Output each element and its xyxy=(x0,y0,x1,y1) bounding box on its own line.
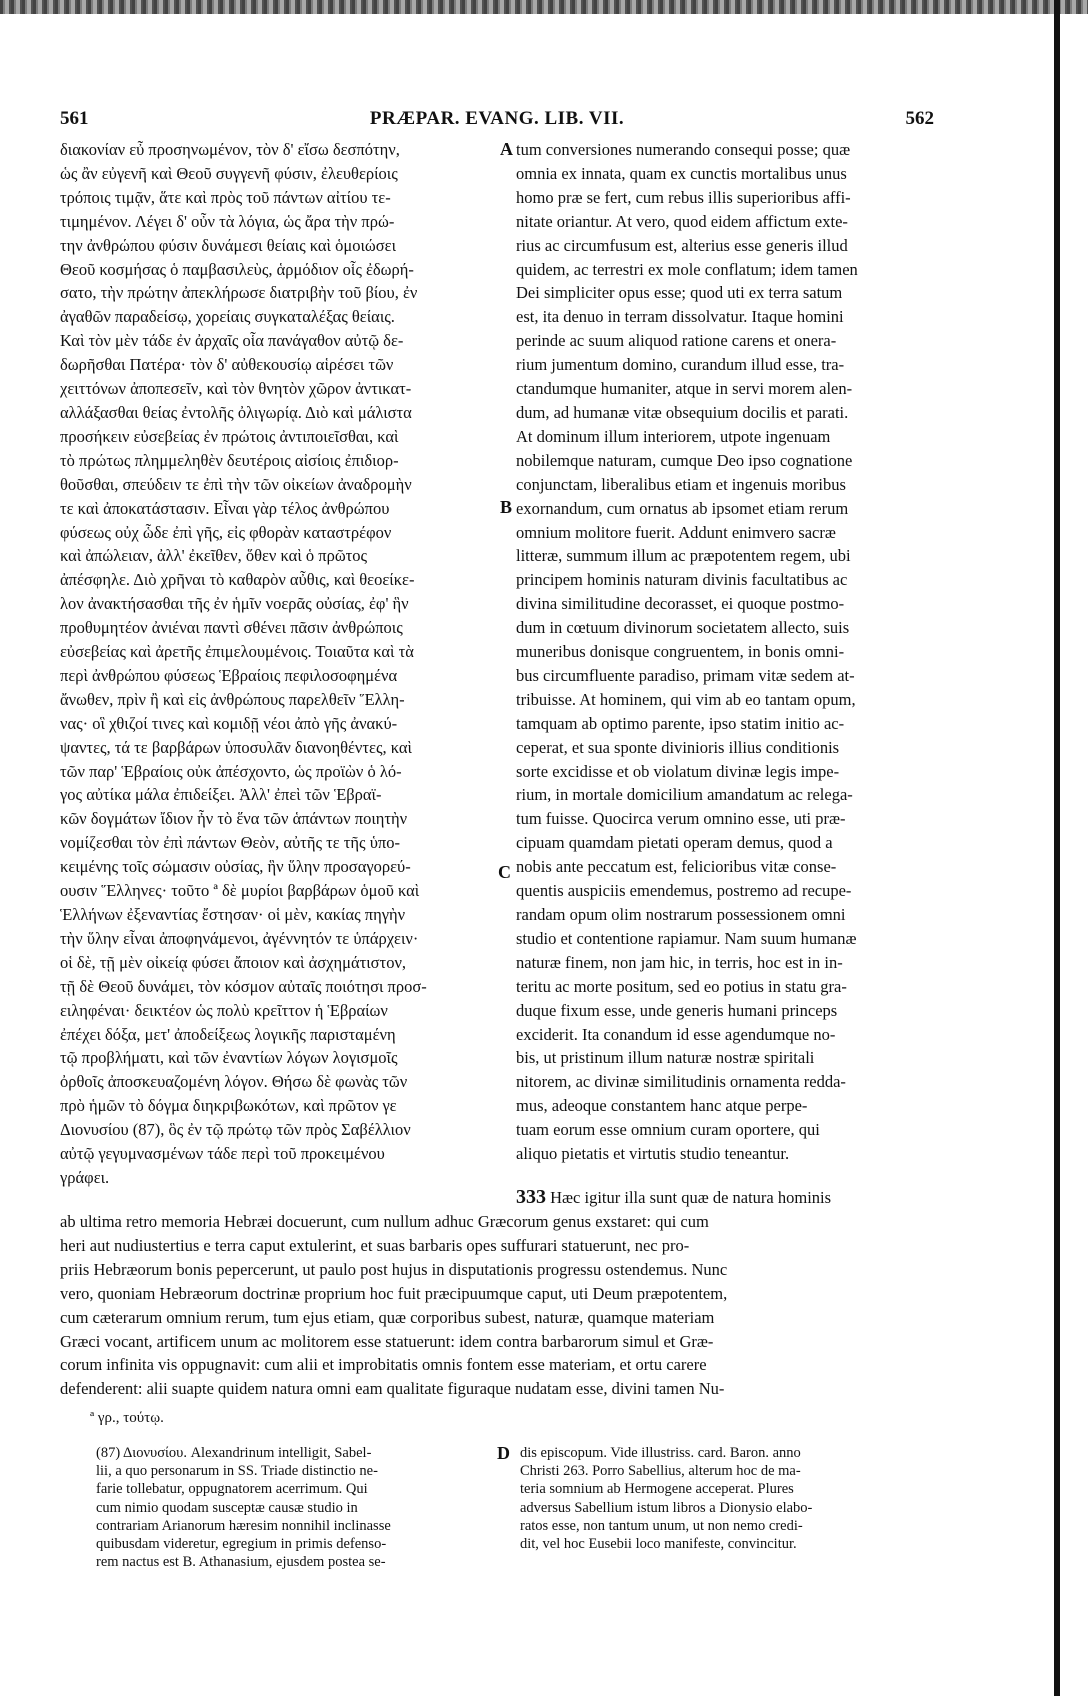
latin-text-line: bus circumfluente paradiso, primam vitæ sedem at- xyxy=(516,665,855,685)
latin-text-line: homo præ se fert, cum rebus illis superioribus affi- xyxy=(516,187,851,207)
latin-text-line: quentis auspiciis emendemus, postremo ad recupe- xyxy=(516,881,852,901)
latin-text-line: aliquo pietatis et virtutis studio teneantur. xyxy=(516,1144,790,1164)
greek-text-line: εὐσεβείας καὶ ἀρετῆς ἐπιμελουμένοις. Τοιαῦτα καὶ τὰ xyxy=(60,642,414,662)
greek-text-line: τῷ προβλήματι, καὶ τῶν ἐναντίων λόγων λογισμοῖς xyxy=(60,1048,398,1068)
full-width-text-line: ab ultima retro memoria Hebræi docuerunt, cum nullum adhuc Græcorum genus exstaret: qui cum xyxy=(60,1212,709,1231)
latin-text-line: bis, ut pristinum illum naturæ nostræ spiritali xyxy=(516,1048,815,1068)
greek-text-line: θοῦσθαι, σπεύδειν τε ἐπὶ τὴν τῶν οἰκείων ἀναδρομὴν xyxy=(60,474,412,494)
greek-text-line: τιμημένον. Λέγει δ' οὖν τὰ λόγια, ὡς ἄρα τὴν πρώ- xyxy=(60,211,395,231)
footnote-line: farie tollebatur, oppugnatorem acerrimum. Qui xyxy=(96,1481,368,1498)
full-width-text-line: defenderent: alii suapte quidem natura omni eam qualitate figuraque nudatam esse, divini tamen Nu- xyxy=(60,1379,725,1399)
latin-text-line: Dei simpliciter opus esse; quod uti ex terra satum xyxy=(516,283,843,303)
latin-text-line: perinde ac suum aliquod ratione carens et onera- xyxy=(516,331,837,351)
latin-text-line: rium jumentum domino, curandum illud esse, tra- xyxy=(516,355,845,375)
scan-right-edge xyxy=(1054,0,1060,1696)
latin-text-line: litteræ, summum illum ac præpotentem regem, ubi xyxy=(516,546,851,566)
greek-text-line: ὀρθοῖς ἀποσκευαζομένη λόγον. Θήσω δὲ φωνὰς τῶν xyxy=(60,1072,408,1092)
greek-text-line: κῶν δογμάτων ἴδιον ἦν τὸ ἕνα τῶν ἁπάντων ποιητὴν xyxy=(60,809,408,829)
greek-text-line: κειμένης τοῖς σώμασιν οὐσίας, ἣν ὕλην προσαγορεύ- xyxy=(60,857,411,877)
latin-text-line: cipuam quamdam pietati operam demus, quod a xyxy=(516,833,833,853)
footnote-line: dit, vel hoc Eusebii loco manifeste, convincitur. xyxy=(520,1536,797,1553)
latin-text-line: studio et contentione rapiamur. Nam suum humanæ xyxy=(516,928,857,948)
footnote-line: ratos esse, non tantum unum, ut non nemo credi- xyxy=(520,1517,803,1534)
footnote-line: contrariam Arianorum hæresim nonnihil inclinasse xyxy=(96,1517,391,1534)
full-width-text-line: cum cæterarum omnium rerum, tum ejus etiam, quæ corporibus subest, naturæ, quamque materiam xyxy=(60,1307,715,1327)
greek-text-line: Διονυσίου (87), ὃς ἐν τῷ πρώτῳ τῶν πρὸς Σαβέλλιον xyxy=(60,1120,411,1140)
greek-text-line: οἱ δὲ, τῇ μὲν οἰκείᾳ φύσει ἄποιον καὶ ἀσχημάτιστον, xyxy=(60,952,407,972)
footnote-line: Christi 263. Porro Sabellius, alterum hoc de ma- xyxy=(520,1463,801,1480)
latin-text-line: dum, ad humanæ vitæ obsequium docilis et parati. xyxy=(516,402,849,422)
full-width-text-line: Græci vocant, artificem unum ac molitorem esse statuerunt: idem contra barbarorum simul et Græ- xyxy=(60,1331,714,1351)
latin-text-line: duque fixum esse, unde generis humani princeps xyxy=(516,1000,838,1020)
latin-text-line: dum in cœtuum divinorum societatem allecto, suis xyxy=(516,618,850,638)
footnote-left-column xyxy=(96,1444,494,1571)
greek-column xyxy=(60,138,498,1190)
footnote-right-column xyxy=(520,1444,940,1553)
greek-text-line: σατο, τὴν πρώτην ἀπεκλήρωσε διατριβὴν τοῦ βίου, ἐν xyxy=(60,283,418,303)
latin-column xyxy=(516,138,936,1166)
latin-text-line: randam opum olim nostrarum possessionem omni xyxy=(516,905,846,924)
greek-text-line: τὴν ὕλην εἶναι ἀποφηνάμενοι, ἀγέννητόν τε ὑπάρχειν· xyxy=(60,928,419,948)
greek-text-line: πρὸ ἡμῶν τὸ δόγμα διηκριβωκότων, καὶ πρῶτον γε xyxy=(60,1096,397,1116)
latin-text-line: tum conversiones numerando consequi posse; quæ xyxy=(516,140,851,159)
footnote-line: (87) Διονυσίου. Alexandrinum intelligit, Sabel- xyxy=(96,1445,372,1461)
latin-text-line: ceperat, et sua sponte divinioris illius conditionis xyxy=(516,737,840,757)
latin-text-line: teritu ac morte positum, sed eo potius in statu gra- xyxy=(516,976,847,996)
greek-text-line: ἄνωθεν, πρὶν ἢ καὶ εἰς ἀνθρώπους παρελθεῖν Ἕλλη- xyxy=(60,689,405,709)
full-width-text-line: vero, quoniam Hebræorum doctrinæ proprium hoc fuit præcipuumque caput, uti Deum præpotentem, xyxy=(60,1283,728,1303)
latin-text-line: principem hominis naturam divinis facultatibus ac xyxy=(516,570,848,590)
greek-text-line: ουσιν Ἕλληνες· τοῦτο ª δὲ μυρίοι βαρβάρων ὁμοῦ καὶ xyxy=(60,881,420,901)
greek-text-line: νας· οἳ χθιζοί τινες καὶ κομιδῇ νέοι ἀπὸ γῆς ἀνακύ- xyxy=(60,713,398,733)
scan-top-border xyxy=(0,0,1088,14)
margin-marker-b: B xyxy=(500,497,513,517)
greek-text-line: Καὶ τὸν μὲν τάδε ἐν ἀρχαῖς οἷα πανάγαθον αὐτῷ δε- xyxy=(60,331,404,351)
latin-text-line: est, ita denuo in terram dissolvatur. Itaque homini xyxy=(516,307,844,327)
latin-text-line: tuam eorum esse omnium curam oportere, qui xyxy=(516,1120,820,1140)
greek-text-line: αὐτῷ γεγυμνασμένων τάδε περὶ τοῦ προκειμένου xyxy=(60,1144,385,1164)
latin-text-line: nobis ante peccatum est, felicioribus vitæ conse- xyxy=(516,857,837,877)
footnote-line: cum nimio quodam susceptæ causæ studio in xyxy=(96,1499,358,1516)
latin-text-line: At dominum illum interiorem, utpote ingenuam xyxy=(516,426,831,446)
section-start-text: Hæc igitur illa sunt quæ de natura hominis xyxy=(550,1188,832,1207)
greek-text-line: δωρῆσθαι Πατέρα· τὸν δ' αὐθεκουσίῳ αἱρέσει τῶν xyxy=(60,355,394,375)
section-start-line xyxy=(516,1186,936,1210)
running-title: PRÆPAR. EVANG. LIB. VII. xyxy=(369,108,625,129)
greek-text-line: τρόποις τιμᾷν, ἅτε καὶ πρὸς τοῦ πάντων αἰτίου τε- xyxy=(60,187,391,207)
greek-text-line: φύσεως οὐχ ὧδε ἐπὶ γῆς, εἰς φθορὰν καταστρέφον xyxy=(60,522,392,542)
greek-text-line: την ἀνθρώπου φύσιν δυνάμεσι θείαις καὶ ὁμοιώσει xyxy=(60,235,397,255)
section-number: 333 xyxy=(516,1186,546,1208)
greek-text-line: Θεοῦ κοσμήσας ὁ παμβασιλεὺς, ἁρμόδιον οἷς ἐδωρή- xyxy=(60,259,414,279)
full-width-text-line: priis Hebræorum bonis pepercerunt, ut paulo post hujus in disputationis progressu ostendemus. Nunc xyxy=(60,1259,728,1279)
page-number-right: 562 xyxy=(905,108,934,129)
greek-text-line: ειληφέναι· δεικτέον ὡς πολὺ κρεῖττον ἡ Ἑβραίων xyxy=(60,1000,388,1020)
latin-text-line: rium, in mortale domicilium amandatum ac relega- xyxy=(516,785,853,805)
greek-text-line: προθυμητέον ἀνιέναι παντὶ σθένει πᾶσιν ἀνθρώποις xyxy=(60,618,403,638)
latin-text-line: tamquam ab optimo parente, ipso statim initio ac- xyxy=(516,713,845,733)
latin-text-line: ctandumque humaniter, atque in servi morem alen- xyxy=(516,379,853,399)
greek-text-line: τὸ πρώτως πλημμεληθὲν δευτέροις αἰσίοις ἐπιδιορ- xyxy=(60,450,399,470)
greek-text-line: τῶν παρ' Ἑβραίοις οὐκ ἀπέσχοντο, ὡς προϊὼν ὁ λό- xyxy=(60,761,402,781)
footnote-line: teria somnium ab Hermogene acceperat. Plures xyxy=(520,1481,794,1498)
greek-text-line: περὶ ἀνθρώπου φύσεως Ἑβραίοις πεφιλοσοφημένα xyxy=(60,665,398,685)
footnote-line: dis episcopum. Vide illustriss. card. Baron. anno xyxy=(520,1445,801,1461)
greek-text-line: ψαντες, τά τε βαρβάρων ὑποσυλᾶν διανοηθέντες, καὶ xyxy=(60,737,412,757)
full-width-text-line: heri aut nudiustertius e terra caput extulerint, et suas barbaris opes suffurari statuerunt, nec pro- xyxy=(60,1235,690,1255)
full-width-text-line: corum infinita vis oppugnavit: cum alii et improbitatis omnis fontem esse materiam, et ortu carere xyxy=(60,1355,707,1375)
margin-marker-a: A xyxy=(500,139,513,159)
latin-text-line: nitorem, ac divinæ similitudinis ornamenta redda- xyxy=(516,1072,846,1092)
greek-text-line: αλλάξασθαι θείας ἐντολῆς ὀλιγωρίᾳ. Διὸ καὶ μάλιστα xyxy=(60,402,412,422)
full-width-paragraph xyxy=(60,1210,936,1401)
latin-text-line: naturæ finem, non jam hic, in terris, hoc est in in- xyxy=(516,952,843,972)
greek-text-line: χειττόνων ἀποπεσεῖν, καὶ τὸν θνητὸν χῶρον ἀντικατ- xyxy=(60,379,412,399)
page-number-left: 561 xyxy=(60,108,89,129)
latin-text-line: omnia ex innata, quam ex cunctis mortalibus unus xyxy=(516,163,847,183)
greek-text-line: γράφει. xyxy=(60,1167,110,1187)
greek-text-line: διακονίαν εὖ προσηνωμένον, τὸν δ' εἴσω δεσπότην, xyxy=(60,140,400,159)
latin-text-line: rius ac circumfusum est, alterius esse generis illud xyxy=(516,235,848,255)
latin-text-line: muneribus donisque congruentem, in bonis omni- xyxy=(516,642,845,662)
greek-text-line: ὡς ἂν εὐγενῆ καὶ Θεοῦ συγγενῆ φύσιν, ἐλευθερίοις xyxy=(60,163,398,183)
latin-text-line: nobilemque naturam, cumque Deo ipso cognatione xyxy=(516,450,853,470)
latin-text-line: omnium molitore fuerit. Addunt enimvero sacræ xyxy=(516,522,836,542)
greek-text-line: τῇ δὲ Θεοῦ δυνάμει, τὸν κόσμον αὐταῖς ποιότησι προσ- xyxy=(60,976,427,996)
greek-text-line: καὶ ἀπώλειαν, ἀλλ' ἐκεῖθεν, ὅθεν καὶ ὁ πρῶτος xyxy=(60,546,368,566)
greek-text-line: λον ἀνακτήσασθαι τῆς ἐν ἡμῖν νοερᾶς οὐσίας, ἐφ' ἣν xyxy=(60,594,409,614)
running-header xyxy=(60,108,934,134)
latin-text-line: sorte excidisse et ob violatum divinæ legis impe- xyxy=(516,761,840,781)
latin-text-line: nitate oriantur. At vero, quod eidem affictum exte- xyxy=(516,211,848,231)
latin-text-line: exornandum, cum ornatus ab ipsomet etiam rerum xyxy=(516,498,849,518)
margin-marker-c: C xyxy=(498,862,511,882)
latin-text-line: tribuisse. At hominem, qui vim ab eo tantam opum, xyxy=(516,689,856,709)
variant-reading-note: ª γρ., τούτῳ. xyxy=(90,1410,164,1426)
footnote-line: rem nactus est B. Athanasium, ejusdem postea se- xyxy=(96,1554,386,1571)
latin-text-line: mus, adeoque constantem hanc atque perpe- xyxy=(516,1096,808,1116)
greek-text-line: προσήκειν εὐσεβείας ἐν πρώτοις ἀντιποιεῖσθαι, καὶ xyxy=(60,426,399,446)
greek-text-line: ἀγαθῶν παραδείσῳ, χορείαις συγκαταλέξας θείαις. xyxy=(60,307,395,327)
greek-text-line: νομίζεσθαι τὸν ἐπὶ πάντων Θεὸν, αὐτῆς τε τῆς ὑπο- xyxy=(60,833,400,853)
latin-text-line: conjunctam, liberalibus etiam et ingenuis moribus xyxy=(516,474,846,494)
greek-text-line: τε καὶ ἀποκατάστασιν. Εἶναι γὰρ τέλος ἀνθρώπου xyxy=(60,498,390,518)
latin-text-line: quidem, ac terrestri ex mole conflatum; idem tamen xyxy=(516,259,858,279)
latin-text-line: divina similitudine decorasset, ei quoque postmo- xyxy=(516,594,845,614)
greek-text-line: Ἑλλήνων ἐξεναντίας ἔστησαν· οἱ μὲν, κακίας πηγὴν xyxy=(60,905,406,924)
footnote-line: lii, a quo personarum in SS. Triade distinctio ne- xyxy=(96,1463,378,1480)
margin-marker-d: D xyxy=(497,1443,510,1463)
greek-text-line: ἀπέσφηλε. Διὸ χρῆναι τὸ καθαρὸν αὖθις, καὶ θεοείκε- xyxy=(60,570,415,590)
greek-text-line: γος αὐτίκα μάλα ἐπιδείξει. Ἀλλ' ἐπεὶ τῶν Ἑβραϊ- xyxy=(60,785,382,805)
latin-text-line: tum fuisse. Quocirca verum omnino esse, uti præ- xyxy=(516,809,846,829)
footnote-line: quibusdam videretur, egregium in primis defenso- xyxy=(96,1536,387,1553)
latin-text-line: exciderit. Ita conandum id esse agendumque no- xyxy=(516,1024,836,1044)
footnote-line: adversus Sabellium istum libros a Dionysio elabo- xyxy=(520,1499,813,1516)
greek-text-line: ἐπέχει δόξα, μετ' ἀποδείξεως λογικῆς παρισταμένη xyxy=(60,1024,396,1044)
